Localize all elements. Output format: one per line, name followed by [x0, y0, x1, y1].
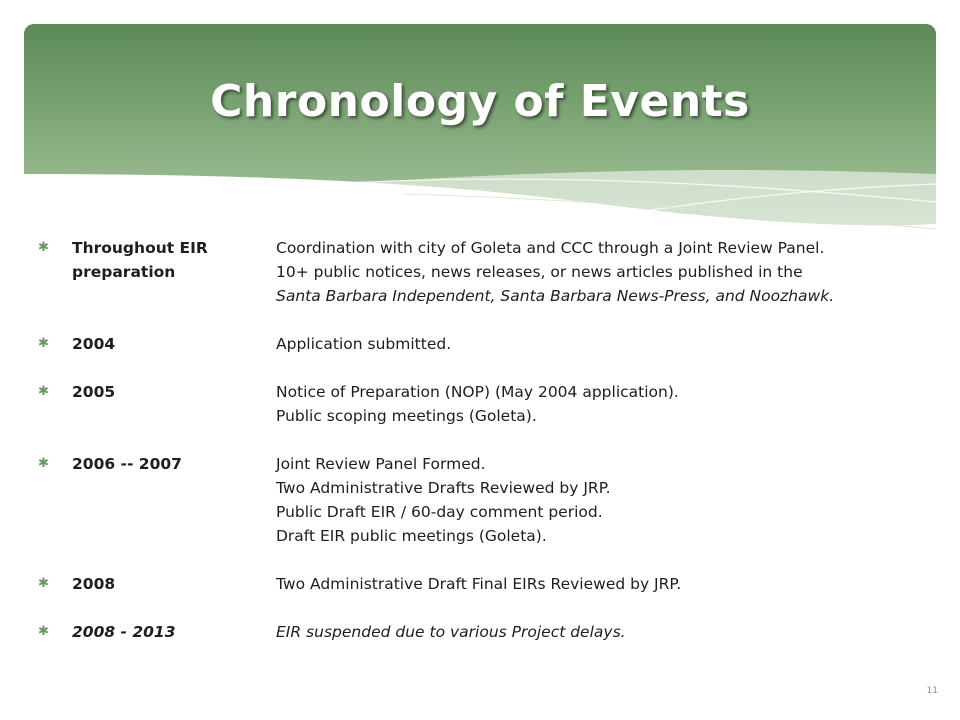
event-description-line: Two Administrative Draft Final EIRs Reviewed by JRP. — [276, 575, 682, 593]
slide-title: Chronology of Events — [210, 76, 750, 127]
event-description-line: Public scoping meetings (Goleta). — [276, 407, 537, 425]
event-description — [276, 236, 938, 308]
asterisk-icon: ✱ — [38, 384, 49, 399]
asterisk-icon: ✱ — [38, 336, 49, 351]
event-description-line: 10+ public notices, news releases, or news articles published in the — [276, 263, 803, 281]
event-description — [276, 572, 938, 596]
event-description-line: Joint Review Panel Formed. — [276, 455, 486, 473]
event-description-line: Santa Barbara Independent, Santa Barbara News-Press, and Noozhawk. — [276, 287, 835, 305]
event-description-line: Coordination with city of Goleta and CCC through a Joint Review Panel. — [276, 239, 825, 257]
event-description — [276, 332, 938, 356]
asterisk-icon: ✱ — [38, 576, 49, 591]
event-row — [38, 380, 938, 428]
event-description — [276, 452, 938, 548]
events-list — [38, 236, 938, 668]
event-date: 2004 — [72, 335, 116, 353]
event-description — [276, 620, 938, 644]
event-description-line: Two Administrative Drafts Reviewed by JRP. — [276, 479, 611, 497]
banner-swoosh-graphic — [24, 24, 936, 234]
event-description-line: EIR suspended due to various Project delays. — [276, 623, 626, 641]
event-description-line: Draft EIR public meetings (Goleta). — [276, 527, 547, 545]
event-description — [276, 380, 938, 428]
event-row — [38, 332, 938, 356]
event-row — [38, 236, 938, 308]
event-row — [38, 620, 938, 644]
asterisk-icon: ✱ — [38, 240, 49, 255]
title-banner — [24, 24, 936, 234]
event-description-line: Application submitted. — [276, 335, 452, 353]
asterisk-icon: ✱ — [38, 624, 49, 639]
event-date: 2008 - 2013 — [72, 623, 176, 641]
event-date: 2008 — [72, 575, 116, 593]
event-description-line: Notice of Preparation (NOP) (May 2004 application). — [276, 383, 679, 401]
page-number: 11 — [926, 686, 938, 696]
event-date: 2005 — [72, 383, 116, 401]
event-description-line: Public Draft EIR / 60-day comment period. — [276, 503, 603, 521]
event-date: 2006 -- 2007 — [72, 455, 182, 473]
event-row — [38, 452, 938, 548]
event-row — [38, 572, 938, 596]
asterisk-icon: ✱ — [38, 456, 49, 471]
event-date: Throughout EIR preparation — [72, 239, 208, 281]
